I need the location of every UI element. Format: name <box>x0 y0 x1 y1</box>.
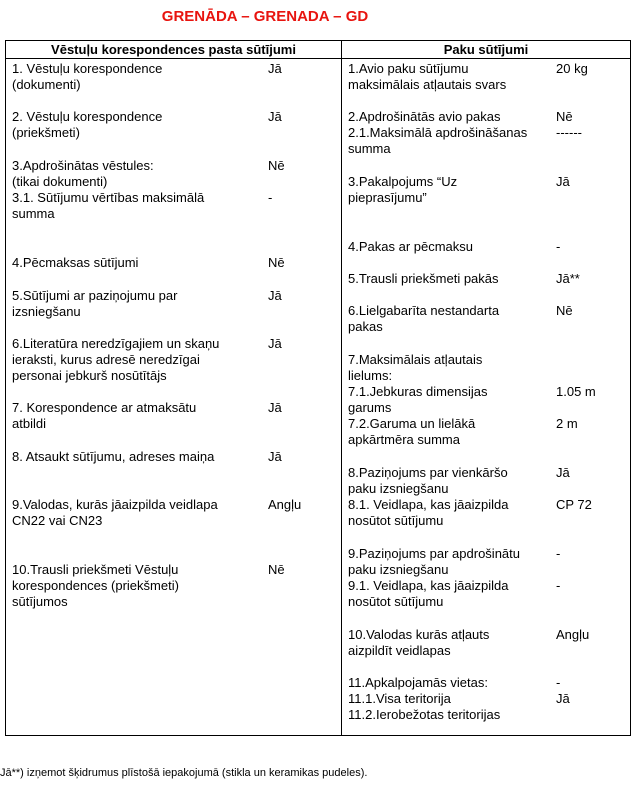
right-value: 2 m <box>556 416 578 431</box>
left-label: (tikai dokumenti) <box>12 174 108 189</box>
left-value: Nē <box>268 158 285 173</box>
right-label: apkārtmēra summa <box>348 432 460 447</box>
right-label: 2.1.Maksimālā apdrošināšanas <box>348 125 528 140</box>
right-label: pieprasījumu” <box>348 190 427 205</box>
right-value: 20 kg <box>556 61 588 76</box>
left-label: 1. Vēstuļu korespondence <box>12 61 163 76</box>
left-value: Jā <box>268 109 282 124</box>
footnote: Jā**) izņemot šķidrumus plīstošā iepakojumā (stikla un keramikas pudeles). <box>0 767 368 779</box>
left-label: sūtījumos <box>12 594 68 609</box>
left-value: Angļu <box>268 497 302 512</box>
right-column-header: Paku sūtījumi <box>443 42 529 57</box>
right-label: maksimālais atļautais svars <box>348 77 507 92</box>
right-label: paku izsniegšanu <box>348 562 449 577</box>
left-value: Nē <box>268 562 285 577</box>
right-label: 10.Valodas kurās atļauts <box>348 627 490 642</box>
right-value: - <box>556 675 561 690</box>
right-label: nosūtot sūtījumu <box>348 594 444 609</box>
right-value: Jā <box>556 691 570 706</box>
right-value: - <box>556 578 561 593</box>
right-value: Nē <box>556 303 573 318</box>
right-label: nosūtot sūtījumu <box>348 513 444 528</box>
right-label: 1.Avio paku sūtījumu <box>348 61 469 76</box>
right-label: garums <box>348 400 392 415</box>
right-label: pakas <box>348 319 383 334</box>
right-value: - <box>556 239 561 254</box>
right-label: 3.Pakalpojums “Uz <box>348 174 458 189</box>
right-label: 8.Paziņojums par vienkāršo <box>348 465 508 480</box>
left-label: 8. Atsaukt sūtījumu, adreses maiņa <box>12 449 215 464</box>
header-divider <box>5 58 631 59</box>
right-label: summa <box>348 141 391 156</box>
left-label: 4.Pēcmaksas sūtījumi <box>12 255 139 270</box>
right-label: 7.Maksimālais atļautais <box>348 352 483 367</box>
left-label: personai jebkurš nosūtītājs <box>12 368 167 383</box>
right-label: 11.Apkalpojamās vietas: <box>348 675 488 690</box>
right-label: 11.2.Ierobežotas teritorijas <box>348 707 501 722</box>
right-label: lielums: <box>348 368 393 383</box>
left-label: 2. Vēstuļu korespondence <box>12 109 163 124</box>
left-label: (priekšmeti) <box>12 125 80 140</box>
right-value: 1.05 m <box>556 384 596 399</box>
left-label: (dokumenti) <box>12 77 81 92</box>
left-label: 3.1. Sūtījumu vērtības maksimālā <box>12 190 205 205</box>
right-label: 9.Paziņojums par apdrošinātu <box>348 546 520 561</box>
right-value: Nē <box>556 109 573 124</box>
right-value: CP 72 <box>556 497 592 512</box>
left-label: 10.Trausli priekšmeti Vēstuļu <box>12 562 179 577</box>
right-value: ------ <box>556 125 582 140</box>
left-value: Nē <box>268 255 285 270</box>
right-label: 6.Lielgabarīta nestandarta <box>348 303 500 318</box>
right-label: 4.Pakas ar pēcmaksu <box>348 239 474 254</box>
right-label: 7.2.Garuma un lielākā <box>348 416 476 431</box>
left-label: ieraksti, kurus adresē neredzīgai <box>12 352 200 367</box>
right-value: Jā <box>556 174 570 189</box>
right-label: 5.Trausli priekšmeti pakās <box>348 271 499 286</box>
left-value: Jā <box>268 400 282 415</box>
left-label: CN22 vai CN23 <box>12 513 103 528</box>
left-label: 5.Sūtījumi ar paziņojumu par <box>12 288 178 303</box>
right-label: 8.1. Veidlapa, kas jāaizpilda <box>348 497 509 512</box>
services-table <box>5 40 631 736</box>
left-label: 3.Apdrošinātas vēstules: <box>12 158 154 173</box>
right-label: aizpildīt veidlapas <box>348 643 451 658</box>
right-label: 7.1.Jebkuras dimensijas <box>348 384 488 399</box>
left-label: korespondences (priekšmeti) <box>12 578 179 593</box>
page-title: GRENĀDA – GRENADA – GD <box>161 8 369 25</box>
column-divider <box>341 40 342 736</box>
left-value: Jā <box>268 61 282 76</box>
right-value: Jā** <box>556 271 580 286</box>
right-value: - <box>556 546 561 561</box>
right-label: paku izsniegšanu <box>348 481 449 496</box>
left-value: - <box>268 190 273 205</box>
left-value: Jā <box>268 288 282 303</box>
right-label: 11.1.Visa teritorija <box>348 691 451 706</box>
right-label: 2.Apdrošinātās avio pakas <box>348 109 501 124</box>
left-column-header: Vēstuļu korespondences pasta sūtījumi <box>51 42 296 57</box>
right-value: Jā <box>556 465 570 480</box>
left-label: 9.Valodas, kurās jāaizpilda veidlapa <box>12 497 218 512</box>
right-value: Angļu <box>556 627 590 642</box>
right-label: 9.1. Veidlapa, kas jāaizpilda <box>348 578 509 593</box>
left-value: Jā <box>268 336 282 351</box>
left-label: atbildi <box>12 416 46 431</box>
left-value: Jā <box>268 449 282 464</box>
left-label: 6.Literatūra neredzīgajiem un skaņu <box>12 336 220 351</box>
left-label: 7. Korespondence ar atmaksātu <box>12 400 197 415</box>
left-label: summa <box>12 206 55 221</box>
left-label: izsniegšanu <box>12 304 81 319</box>
